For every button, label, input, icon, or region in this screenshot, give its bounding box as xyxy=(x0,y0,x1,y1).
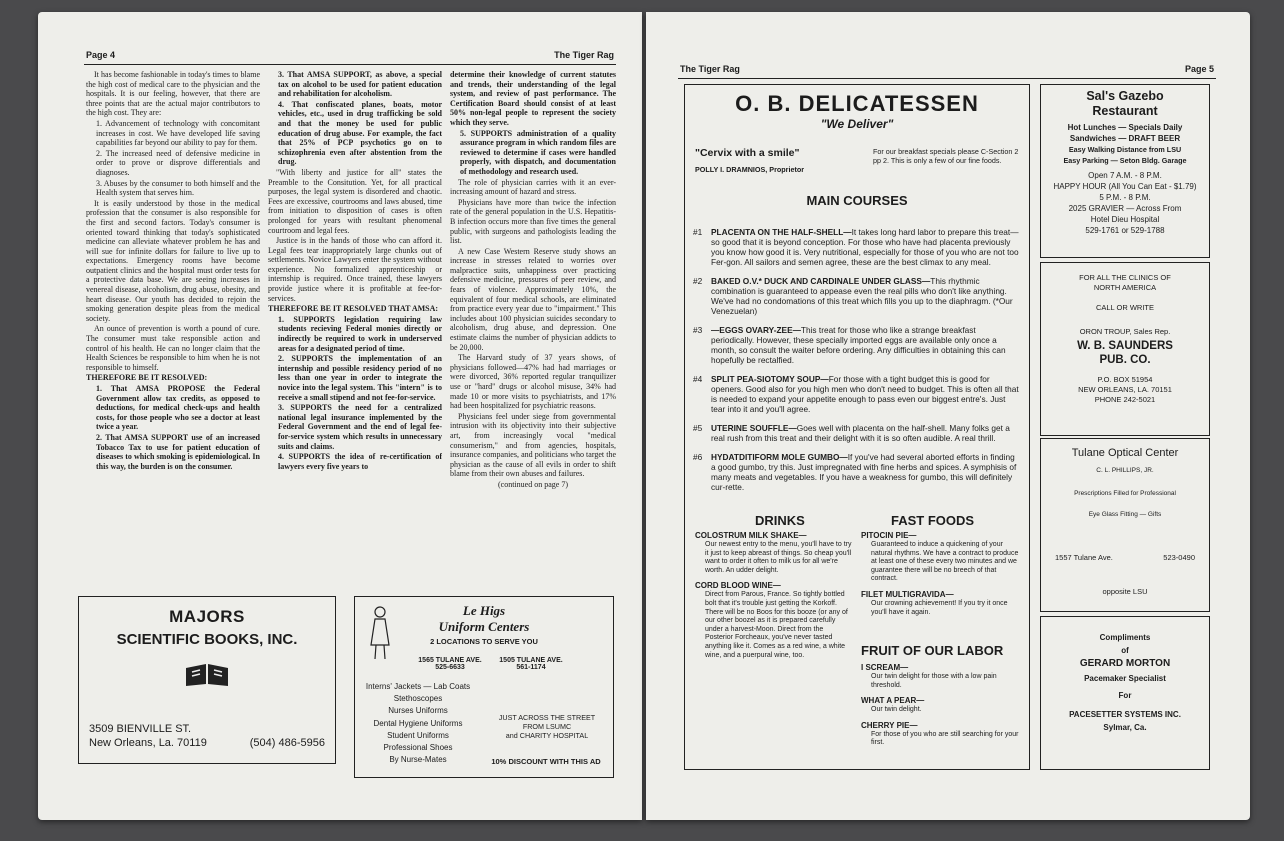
article-paragraph: Physicians feel under siege from governmental intrusion with its objectivity into their subjective art, from increasingly vocal "medical consumerism," and from agencies, hospitals, insurance companies, and politicians who target the physician as the cause of all evils in order to shift blame from their own abuses and failures. xyxy=(450,411,616,479)
menu-item xyxy=(693,325,1021,365)
saunders-line: FOR ALL THE CLINICS OF xyxy=(1079,273,1171,282)
open-book-icon xyxy=(184,662,230,688)
menu-item-number: #4 xyxy=(693,374,703,384)
main-courses-heading: MAIN COURSES xyxy=(806,193,908,208)
fruit-item-description: For those of you who are still searching for your first. xyxy=(871,730,1019,747)
lehigs-item: Dental Hygiene Uniforms xyxy=(373,718,463,728)
article-paragraph: Physicians have more than twice the infection rate of the general population in the U.S. Hepatitis-B infection occurs more than five times the general public, with surgeons and pathologists leading the list. xyxy=(450,197,616,246)
lehigs-ad xyxy=(354,596,614,778)
fast-item-name: PITOCIN PIE— xyxy=(861,531,917,540)
lehigs-phone-1: 525-6633 xyxy=(435,664,465,671)
menu-item-name: HYDATDITIFORM MOLE GUMBO— xyxy=(711,452,848,462)
menu-item-description: This rhythmic combination is guaranteed to appease even the real pills who don't like anything. We've had no condomations of this treat which fills you up to the diaphragm. (*Our Venezuelan) xyxy=(711,276,1013,316)
lehigs-item-list xyxy=(359,681,477,766)
lehigs-item: Stethoscopes xyxy=(393,694,443,704)
article-paragraph: 4. That confiscated planes, boats, motor vehicles, etc., used in drug trafficking be sold and that the money be used for public education of drug abuse. For example, the fact that 25% of PCP psychotics go on to schizophrenia even after abstention from the drug. xyxy=(278,99,442,167)
article-paragraph: 3. That AMSA SUPPORT, as above, a special tax on alcohol to be used for patient education and rehabilitation for alcoholism. xyxy=(278,70,442,99)
lehigs-subtitle: Uniform Centers xyxy=(438,619,530,634)
fast-item-name: FILET MULTIGRAVIDA— xyxy=(861,589,954,599)
morton-ad xyxy=(1040,616,1210,770)
menu-item-name: SPLIT PEA-SIOTOMY SOUP— xyxy=(711,374,829,384)
lehigs-across-line: FROM LSUMC xyxy=(522,722,572,731)
menu-item xyxy=(693,227,1021,267)
article-paragraph: determine their knowledge of current statutes and trends, their understanding of the legal system, and review of past performance. The Certification Board should consist of at least 50% non-legal people to represent the society which they serve. xyxy=(450,70,616,127)
tulane-location: opposite LSU xyxy=(1102,587,1148,596)
fast-foods-list xyxy=(861,531,1023,623)
sals-name-2: Restaurant xyxy=(1092,104,1158,118)
menu-item-description: Goes well with placenta on the half-shell. Many folks get a real rush from this treat and their delight with it is so often audible. A real thrill. xyxy=(711,423,1010,443)
deli-name: O. B. DELICATESSEN xyxy=(735,91,979,116)
page-number: Page 4 xyxy=(86,50,116,60)
right-page xyxy=(646,12,1250,820)
menu-item-body xyxy=(711,325,1021,365)
menu-item-number: #5 xyxy=(693,423,703,433)
article-paragraph: THEREFORE BE IT RESOLVED THAT AMSA: xyxy=(268,304,439,314)
lehigs-discount: 10% DISCOUNT WITH THIS AD xyxy=(491,757,601,766)
main-courses-list xyxy=(693,227,1021,501)
sals-name: Sal's Gazebo xyxy=(1086,89,1164,103)
lehigs-item: Interns' Jackets — Lab Coats xyxy=(365,682,471,691)
deli-breakfast-note: For our breakfast specials please C-Section 2 pp 2. This is only a few of our fine foods. xyxy=(873,147,1019,165)
drinks-item-name: CORD BLOOD WINE— xyxy=(695,581,781,591)
morton-company: PACESETTER SYSTEMS INC. xyxy=(1069,710,1181,719)
majors-subname: SCIENTIFIC BOOKS, INC. xyxy=(116,631,298,648)
sals-address: 2025 GRAVIER — Across From xyxy=(1068,204,1182,213)
menu-item xyxy=(693,452,1021,492)
lehigs-title: Le Higs xyxy=(462,603,506,618)
drinks-heading: DRINKS xyxy=(755,513,805,528)
lehigs-address-1: 1565 TULANE AVE. xyxy=(418,657,482,664)
article-paragraph: 1. SUPPORTS legislation requiring law students recieving Federal monies directly or indirectly be required to work in underserved areas for a designated period of time. xyxy=(278,314,442,353)
article-paragraph: A new Case Western Reserve study shows an increase in stresses related to worries over malpractice suits, unhappiness over practicing defensive medicine, pressures of peer review, and fears of violence. Approximately 10%, the equivalent of four medical schools, are eliminated from practice every year due to "impairment." This includes about 100 physician suicides secondary to alcoholism, drug abuse, and depression. One estimate claims the number of physician addicts to be 20,000. xyxy=(450,246,616,352)
article-paragraph: 3. Abuses by the consumer to both himself and the Health system that serves him. xyxy=(96,178,260,198)
menu-item-body xyxy=(711,423,1021,443)
sals-address-2: Hotel Dieu Hospital xyxy=(1090,215,1160,224)
sals-gazebo-ad xyxy=(1040,84,1210,258)
drinks-item-description: Direct from Parous, France. So tightly bottled bolt that it's trouble just getting the Korkoff. There will be no Boos for this booze (or any of our other boozel as it is prepared carefully under a harvest-Moon. Direct from the Posterior Forcheaux, you've never tasted anything like it. Comes as a red wine, a white wine, and a puerpural wine, too. xyxy=(705,591,848,659)
article-paragraph: The Harvard study of 37 years shows, of physicians followed—47% had had marriages or were divorced, 36% reported regular tranquilizer use or "hard" drugs or alcohol misuse, 34% had made 10 or more visits to psychiatrists, and 17% had been hospitalized for psychiatric reasons. xyxy=(450,353,616,411)
article-paragraph: (continued on page 7) xyxy=(498,479,568,489)
tulane-address: 1557 Tulane Ave. xyxy=(1055,553,1113,562)
menu-item-number: #2 xyxy=(693,276,703,286)
article-paragraph: 4. SUPPORTS the idea of re-certification of lawyers every five years to xyxy=(278,452,442,471)
drinks-item-description: Our newest entry to the menu, you'll have to try it just to keep abreast of things. So cheap you'll want to order it often to milk us for all we're worth. An udder delight. xyxy=(705,541,852,574)
menu-item-description: For those with a tight budget this is good for openers. Good also for you high men who don't need to budget. This is often all that is needed to expand your appetite enough to pass even our biggest entre's. Just tear into it and you'll agree. xyxy=(711,374,1019,414)
tulane-phone: 523-0490 xyxy=(1163,553,1195,562)
menu-item xyxy=(693,423,1021,443)
fruit-item-description: Our twin delight for those with a low pain threshold. xyxy=(871,673,997,689)
drinks-list xyxy=(695,531,853,666)
majors-address: 3509 BIENVILLE ST. xyxy=(89,723,192,735)
left-page xyxy=(38,12,642,820)
menu-item-number: #6 xyxy=(693,452,703,462)
majors-phone: (504) 486-5956 xyxy=(249,737,325,749)
tulane-name: Tulane Optical Center xyxy=(1071,447,1179,459)
lehigs-across-note xyxy=(483,713,611,740)
menu-item-name: UTERINE SOUFFLE— xyxy=(711,423,797,433)
morton-location: Sylmar, Ca. xyxy=(1103,723,1147,732)
page-number: Page 5 xyxy=(1184,64,1214,74)
saunders-ad xyxy=(1040,262,1210,436)
morton-line: For xyxy=(1118,691,1132,700)
menu-item-body xyxy=(711,227,1021,267)
menu-item xyxy=(693,276,1021,316)
menu-item-body xyxy=(711,452,1021,492)
menu-item-name: —EGGS OVARY-ZEE— xyxy=(711,325,801,335)
sals-line: Easy Parking — Seton Bldg. Garage xyxy=(1063,156,1187,165)
menu-item-description: This treat for those who like a strange breakfast periodically. However, these specially imported eggs are available only once a month, so consult the waiter before ordering. Any difficulties in obtaining this can hopefully be rectalfied. xyxy=(711,325,1006,365)
running-title: The Tiger Rag xyxy=(680,64,740,74)
lehigs-item: By Nurse-Mates xyxy=(389,755,447,765)
saunders-name: W. B. SAUNDERS xyxy=(1077,340,1173,352)
article-paragraph: The role of physician carries with it an ever-increasing amount of hazard and stress. xyxy=(450,177,616,197)
fruit-item-description: Our twin delight. xyxy=(871,706,922,714)
menu-item-description: If you've had several aborted efforts in finding a good gumbo, try this. Just impregnated with fine herbs and spices. A symphisis of many meats and vegetables. If you have a weakness for gumbo, this will definitely cur-rette. xyxy=(711,452,1017,492)
article-paragraph: "With liberty and justice for all" states the Preamble to the Consitution. Yet, for all practical purposes, the legal system is disordered and chaotic. Fees are excessive, courtrooms and laws abused, time from initiation to disposition of cases is often prolonged for years with resultant phenomenal courtroom and legal fees. xyxy=(268,167,442,235)
tulane-optical-ad xyxy=(1040,438,1210,612)
lehigs-item: Nurses Uniforms xyxy=(388,706,448,716)
majors-city: New Orleans, La. 70119 xyxy=(89,737,207,749)
lehigs-locations: 2 LOCATIONS TO SERVE YOU xyxy=(430,637,538,646)
lehigs-item: Student Uniforms xyxy=(387,730,449,740)
sals-hours: Open 7 A.M. - 8 P.M. xyxy=(1088,171,1162,180)
nurse-figure-icon xyxy=(367,605,393,661)
deli-slogan: "Cervix with a smile" xyxy=(695,147,800,159)
article-paragraph: It has become fashionable in today's times to blame the high cost of medical care to the physician and the hospitals. It is our feeling, however, that there are three points that are the actual major contributors to the high cost. They are: xyxy=(86,70,260,118)
saunders-line: CALL OR WRITE xyxy=(1095,303,1155,312)
menu-item-number: #3 xyxy=(693,325,703,335)
saunders-rep: ORON TROUP, Sales Rep. xyxy=(1079,327,1171,336)
sals-line: Easy Walking Distance from LSU xyxy=(1068,145,1182,154)
saunders-line: NORTH AMERICA xyxy=(1093,283,1157,292)
morton-title: Pacemaker Specialist xyxy=(1084,674,1166,683)
deli-menu xyxy=(684,84,1030,770)
menu-item-description: It takes long hard labor to prepare this treat—so good that it is beyond conception. For those who have had placenta previously you know how good it is. Very nutritional, especially for those of you who are not too Fer-gon. All sailors and semen agree, these are the best climax to any meal. xyxy=(711,227,1019,267)
drinks-item-name: COLOSTRUM MILK SHAKE— xyxy=(695,531,807,540)
morton-line: of xyxy=(1121,646,1129,655)
morton-name: GERARD MORTON xyxy=(1079,658,1171,669)
menu-item-number: #1 xyxy=(693,227,703,237)
lehigs-across-line: and CHARITY HOSPITAL xyxy=(505,731,589,740)
article-paragraph: An ounce of prevention is worth a pound of cure. The consumer must take responsible action and control of his health. He can no longer claim that the Health Sciences be responsible to him when he is not responsible to himself. xyxy=(86,324,260,372)
article-column-3 xyxy=(450,70,616,590)
article-column-2 xyxy=(268,70,442,590)
header-rule xyxy=(84,64,616,65)
fast-item-description: Guaranteed to induce a quickening of your natural rhythms. We have a contract to produce at least one of these every two minutes and we guarantee there will be no breech of that contract. xyxy=(871,541,1019,583)
saunders-city: NEW ORLEANS, LA. 70151 xyxy=(1078,385,1172,394)
lehigs-address-2: 1505 TULANE AVE. xyxy=(499,657,563,664)
article-paragraph: 5. SUPPORTS administration of a quality assurance program in which random files are reviewed to determine if cases were handled properly, with dispatch, and documentation of methodology and research used. xyxy=(460,128,616,176)
sals-line: Sandwiches — DRAFT BEER xyxy=(1069,134,1181,143)
fruit-item-name: WHAT A PEAR— xyxy=(861,696,925,706)
lehigs-across-line: JUST ACROSS THE STREET xyxy=(498,713,596,722)
saunders-phone: PHONE 242-5021 xyxy=(1094,395,1156,404)
article-paragraph: Justice is in the hands of those who can afford it. Legal fees tear inappropriately large chunks out of settlements. Novice Lawyers enter the system without experience. No formalized apprenticeship or internship is required. Once trained, these lawyers provide justice where it is profitable at fee-for-services. xyxy=(268,236,442,303)
menu-item-body xyxy=(711,276,1021,316)
tulane-line: Prescriptions Filled for Professional xyxy=(1074,490,1176,497)
fruit-heading: FRUIT OF OUR LABOR xyxy=(861,643,1004,658)
article-paragraph: 2. That AMSA SUPPORT use of an increased Tobacco Tax to use for patient education of diseases to which smoking is epidemiological. In this way, the burden is on the consumer. xyxy=(96,432,260,471)
tulane-line: Eye Glass Fitting — Gifts xyxy=(1088,511,1162,518)
article-column-1 xyxy=(86,70,260,590)
menu-item-name: BAKED O.V.* DUCK AND CARDINALE UNDER GLASS— xyxy=(711,276,931,286)
sals-happy-hours: 5 P.M. - 8 P.M. xyxy=(1099,193,1151,202)
tulane-owner: C. L. PHILLIPS, JR. xyxy=(1096,467,1154,474)
fruit-item-name: CHERRY PIE— xyxy=(861,720,918,730)
menu-item xyxy=(693,374,1021,414)
sals-phone: 529-1761 or 529-1788 xyxy=(1085,226,1165,235)
lehigs-phone-2: 561-1174 xyxy=(516,664,546,671)
majors-name: MAJORS xyxy=(169,607,245,626)
lehigs-item: Professional Shoes xyxy=(383,743,453,753)
saunders-name-2: PUB. CO. xyxy=(1099,354,1151,366)
header-rule xyxy=(678,78,1216,79)
article-paragraph: 3. SUPPORTS the need for a centralized national legal insurance implemented by the Federal Government and the end of legal fee-for-service system which results in unnecessary suits and claims. xyxy=(278,403,442,451)
saunders-address: P.O. BOX 51954 xyxy=(1097,375,1153,384)
article-paragraph: 2. SUPPORTS the implementation of an internship and possible residency period of no less than one year in order to integrate the novice into the legal system. This "intern" is to receive a small stipend and not fee-for-service. xyxy=(278,354,442,402)
menu-item-body xyxy=(711,374,1021,414)
sals-line: Hot Lunches — Specials Daily xyxy=(1067,123,1183,132)
menu-item-name: PLACENTA ON THE HALF-SHELL— xyxy=(711,227,852,237)
fruit-list xyxy=(861,663,1023,754)
article-paragraph: THEREFORE BE IT RESOLVED: xyxy=(86,373,208,383)
fast-item-description: Our crowning achievement! If you try it once you'll have it again. xyxy=(871,599,1008,616)
article-paragraph: 1. Advancement of technology with concomitant increases in cost. We have developed life saving capabilities far beyond our ability to pay for them. xyxy=(96,118,260,148)
fast-foods-heading: FAST FOODS xyxy=(891,513,975,528)
majors-ad xyxy=(78,596,336,764)
article-paragraph: 1. That AMSA PROPOSE the Federal Government allow tax credits, as opposed to deductions, for medical check-ups and health costs, for those people who see a doctor at least twice a year. xyxy=(96,384,260,432)
morton-line: Compliments xyxy=(1099,633,1151,642)
deli-proprietor: POLLY I. DRAMNIOS, Proprietor xyxy=(695,165,805,174)
sals-happy-hour: HAPPY HOUR (All You Can Eat - $1.79) xyxy=(1053,182,1197,191)
running-title: The Tiger Rag xyxy=(554,50,614,60)
deli-tagline: "We Deliver" xyxy=(820,117,894,131)
article-paragraph: 2. The increased need of defensive medicine in order to prove or disprove differentials and diagnoses. xyxy=(96,148,260,177)
fruit-item-name: I SCREAM— xyxy=(861,663,909,672)
article-paragraph: It is easily understood by those in the medical profession that the consumer is also responsible for the first and second factors. Today's consumer is oriented toward thinking that today's sophisticated medicine can alleviate whatever problem he has and will sue for infinite dollars for failure to live up to expectations. Emergency rooms have become outpatient clinics and the hospital must order tests for a protective data base. We are seeing increases in venereal disease, alcoholism, drug abuse, obesity, and heart disease. Our youth has decided to rejoin the smoking generation despite pleas from the medical society. xyxy=(86,198,260,323)
